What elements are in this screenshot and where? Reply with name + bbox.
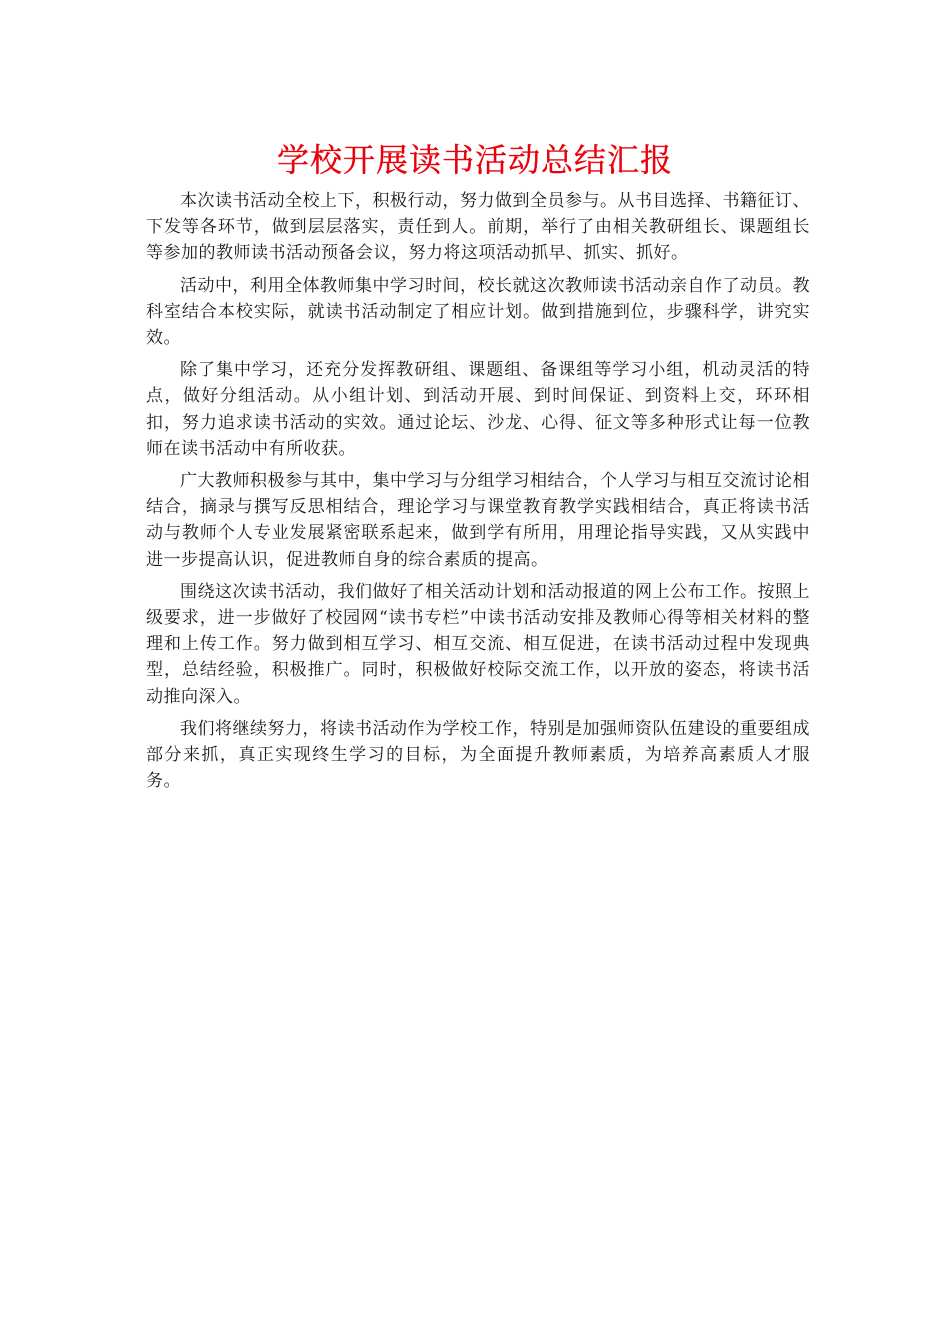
paragraph-1: 本次读书活动全校上下，积极行动，努力做到全员参与。从书目选择、书籍征订、下发等各环节，做到层层落实，责任到人。前期，举行了由相关教研组长、课题组长等参加的教师读书活动预备会议，努力将这项活动抓早、抓实、抓好。 xyxy=(146,191,810,264)
paragraph-5: 围绕这次读书活动，我们做好了相关活动计划和活动报道的网上公布工作。按照上级要求，进一步做好了校园网“读书专栏”中读书活动安排及教师心得等相关材料的整理和上传工作。努力做到相互学习、相互交流、相互促进，在读书活动过程中发现典型，总结经验，积极推广。同时，积极做好校际交流工作，以开放的姿态，将读书活动推向深入。 xyxy=(146,581,810,707)
document-title: 学校开展读书活动总结汇报 xyxy=(276,141,673,179)
paragraph-6: 我们将继续努力，将读书活动作为学校工作，特别是加强师资队伍建设的重要组成部分来抓，真正实现终生学习的目标，为全面提升教师素质，为培养高素质人才服务。 xyxy=(146,718,810,792)
document-body xyxy=(146,188,810,800)
paragraph-4: 广大教师积极参与其中，集中学习与分组学习相结合，个人学习与相互交流讨论相结合，摘录与撰写反思相结合，理论学习与课堂教育教学实践相结合，真正将读书活动与教师个人专业发展紧密联系起来，做到学有所用，用理论指导实践，又从实践中进一步提高认识，促进教师自身的综合素质的提高。 xyxy=(146,471,810,570)
paragraph-3: 除了集中学习，还充分发挥教研组、课题组、备课组等学习小组，机动灵活的特点，做好分组活动。从小组计划、到活动开展、到时间保证、到资料上交，环环相扣，努力追求读书活动的实效。通过论坛、沙龙、心得、征文等多种形式让每一位教师在读书活动中有所收获。 xyxy=(146,360,810,459)
paragraph-2: 活动中，利用全体教师集中学习时间，校长就这次教师读书活动亲自作了动员。教科室结合本校实际，就读书活动制定了相应计划。做到措施到位，步骤科学，讲究实效。 xyxy=(146,275,810,349)
